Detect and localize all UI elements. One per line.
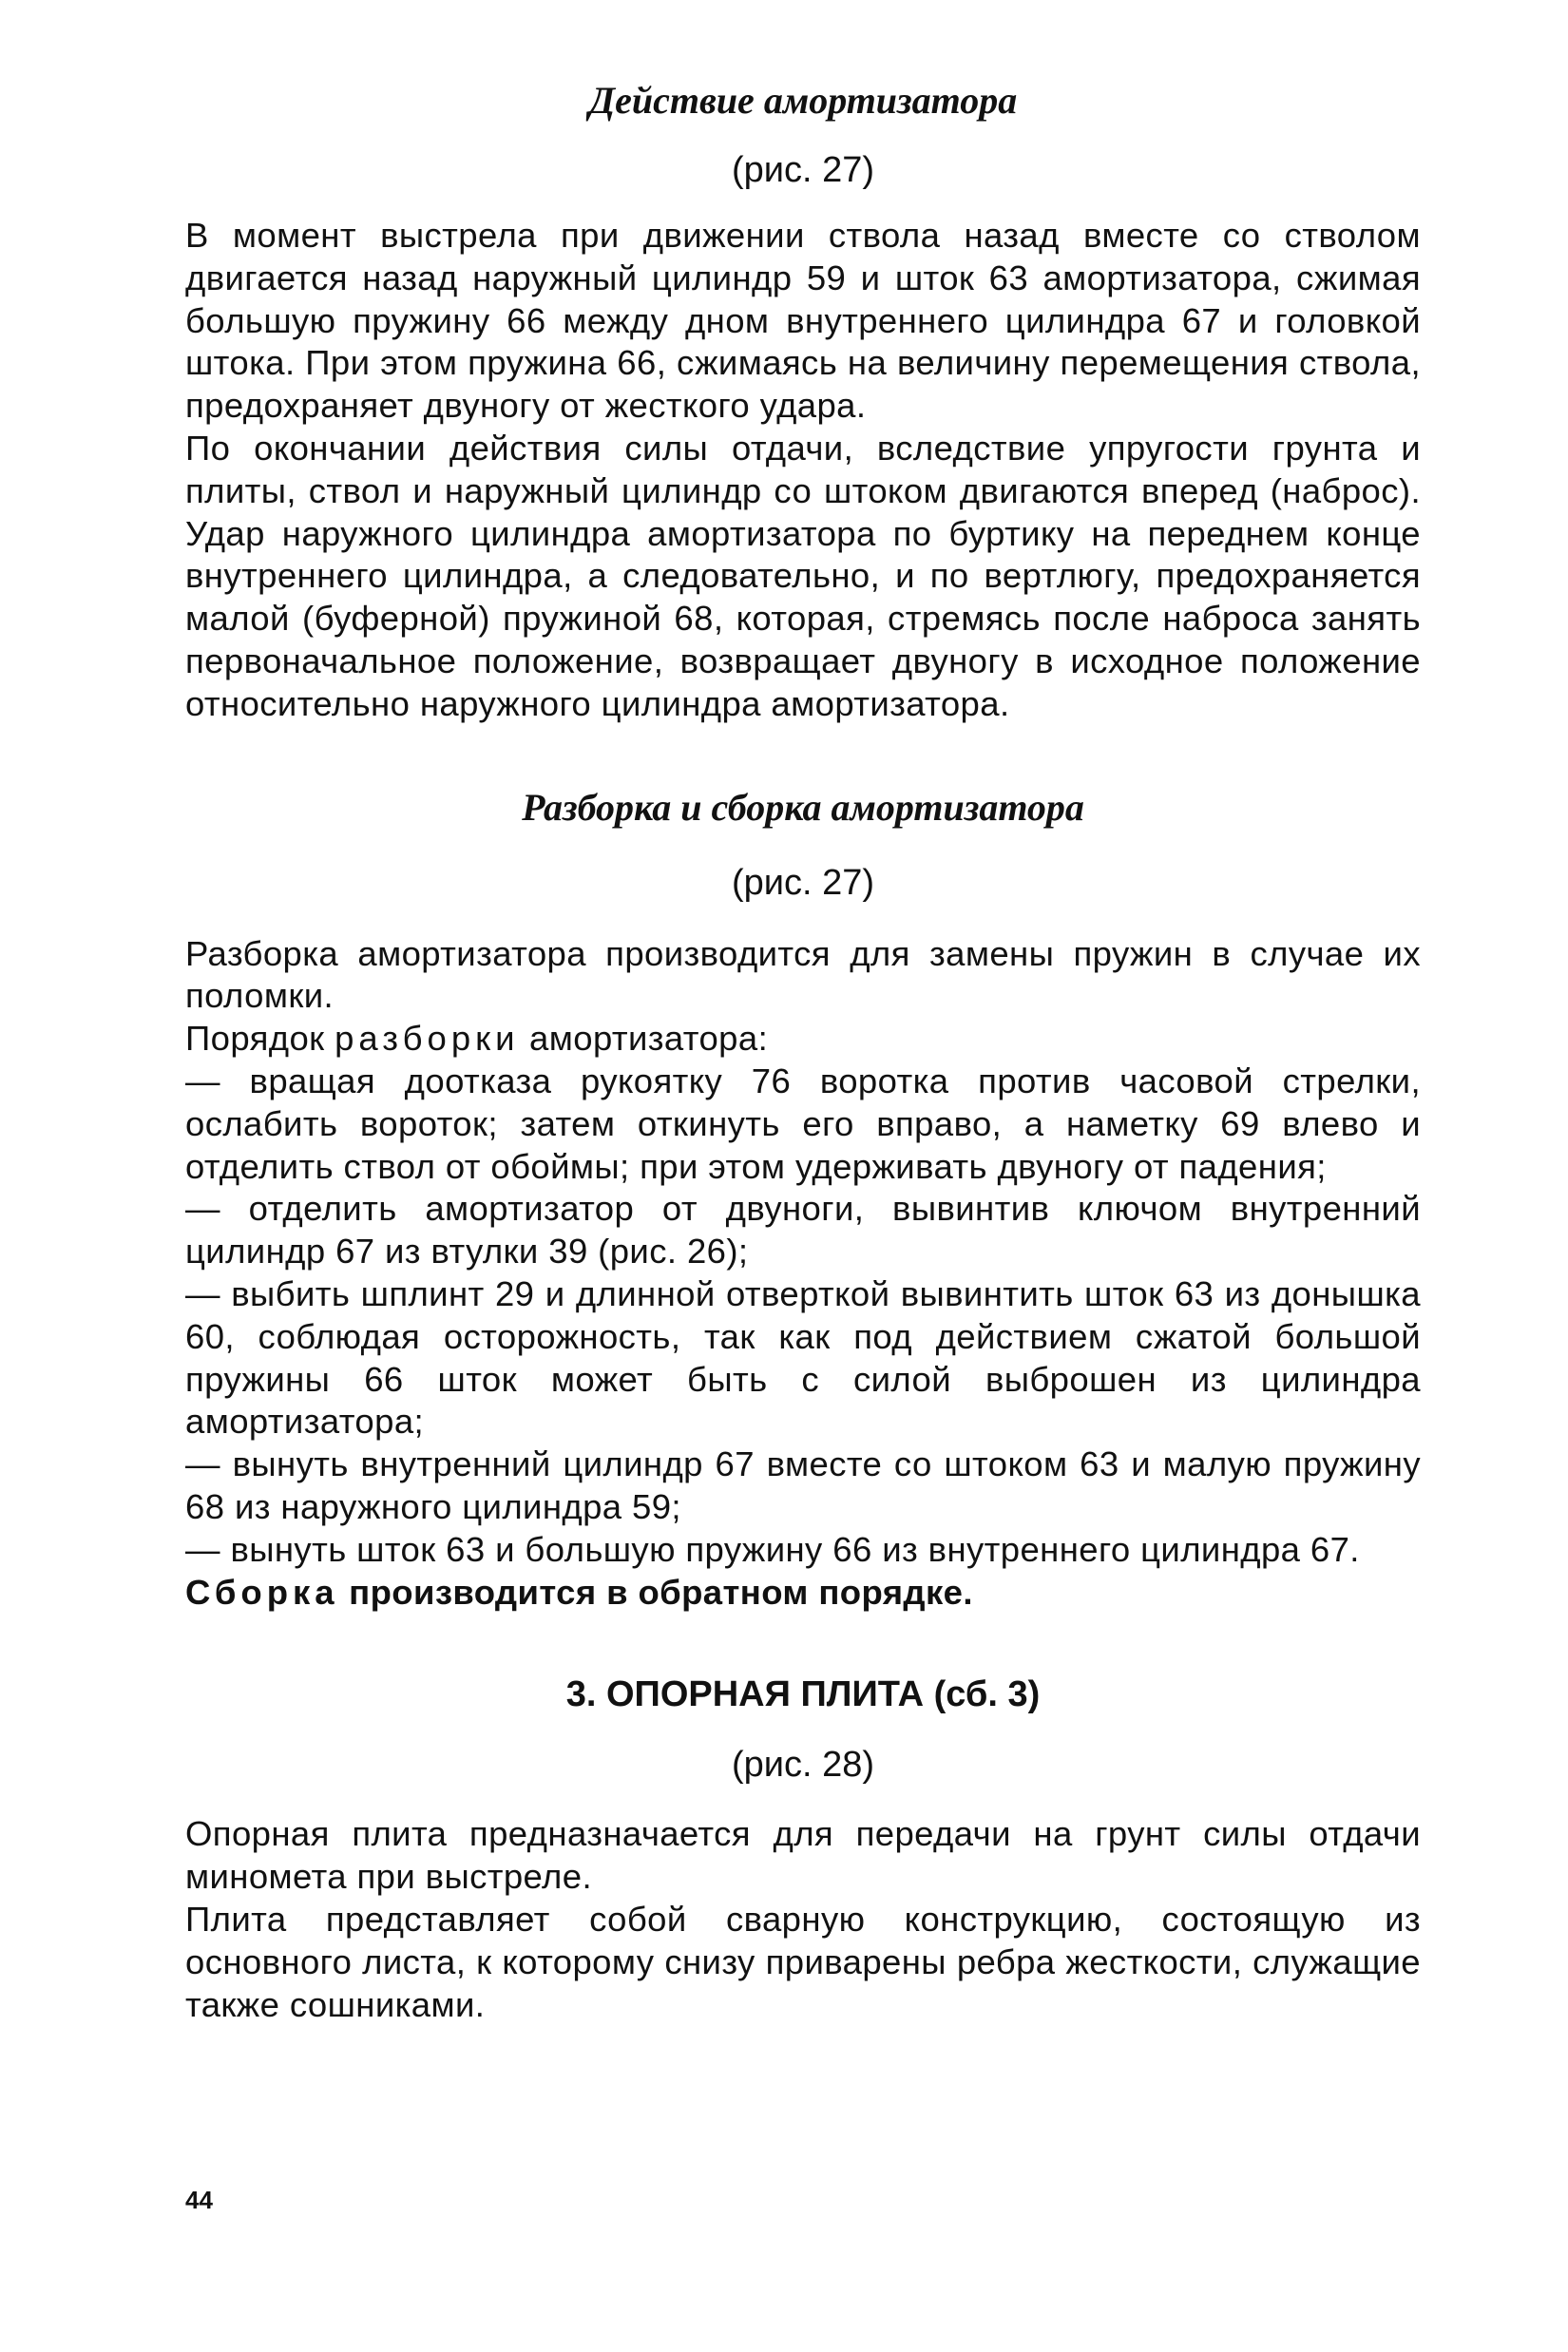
disassembly-order-line (185, 1018, 1421, 1061)
list-item: — отделить амортизатор от двуноги, вывинтив ключом внутренний цилиндр 67 из втулки 39 (рис. 26); (185, 1189, 1421, 1272)
page-number: 44 (185, 2186, 213, 2214)
page-content (185, 76, 1421, 2026)
list-item: — вынуть шток 63 и большую пружину 66 из внутреннего цилиндра 67. (185, 1529, 1360, 1569)
paragraph: Плита представляет собой сварную конструкцию, состоящую из основного листа, к которому снизу приварены ребра жесткости, служащие также сошниками. (185, 1899, 1421, 2024)
section-heading-base-plate: 3. ОПОРНАЯ ПЛИТА (сб. 3) (565, 1674, 1041, 1715)
paragraph: По окончании действия силы отдачи, вследствие упругости грунта и плиты, ствол и наружный цилиндр со штоком двигаются вперед (наброс). Удар наружного цилиндра амортизатора по буртику на переднем конце внутреннего цилиндра, а следовательно, и по вертлюгу, предохраняется малой (буферной) пружиной 68, которая, стремясь после наброса занять первоначальное положение, возвращает двуногу в исходное положение относительно наружного цилиндра амортизатора. (185, 428, 1421, 723)
order-suffix: амортизатора: (529, 1019, 769, 1059)
order-prefix: Порядок (185, 1019, 325, 1059)
figure-reference: (рис. 27) (731, 862, 875, 903)
assembly-line (185, 1572, 1421, 1615)
figure-reference: (рис. 28) (731, 1745, 875, 1786)
section-heading-disassembly: Разборка и сборка амортизатора (522, 785, 1084, 829)
paragraph: Опорная плита предназначается для передачи на грунт силы отдачи миномета при выстреле. (185, 1814, 1421, 1897)
section-heading-shock-absorber-action: Действие амортизатора (588, 79, 1018, 122)
paragraph: Разборка амортизатора производится для замены пружин в случае их поломки. (185, 933, 1421, 1016)
paragraph: В момент выстрела при движении ствола назад вместе со стволом двигается назад наружный цилиндр 59 и шток 63 амортизатора, сжимая большую пружину 66 между дном внутреннего цилиндра 67 и головкой штока. При этом пружина 66, сжимаясь на величину перемещения ствола, предохраняет двуногу от жесткого удара. (185, 216, 1421, 426)
assembly-rest: производится в обратном порядке. (349, 1572, 973, 1612)
order-label-spaced: разборки (335, 1019, 520, 1059)
list-item: — выбить шплинт 29 и длинной отверткой вывинтить шток 63 из донышка 60, соблюдая осторожность, так как под действием сжатой большой пружины 66 шток может быть с силой выброшен из цилиндра амортизатора; (185, 1273, 1421, 1442)
figure-reference: (рис. 27) (731, 150, 875, 190)
list-item: — вращая доотказа рукоятку 76 воротка против часовой стрелки, ослабить вороток; затем откинуть его вправо, а наметку 69 влево и отделить ствол от обоймы; при этом удерживать двуногу от падения; (185, 1061, 1421, 1186)
assembly-spaced: Сборка (185, 1572, 339, 1612)
list-item: — вынуть внутренний цилиндр 67 вместе со штоком 63 и малую пружину 68 из наружного цилиндра 59; (185, 1444, 1421, 1526)
